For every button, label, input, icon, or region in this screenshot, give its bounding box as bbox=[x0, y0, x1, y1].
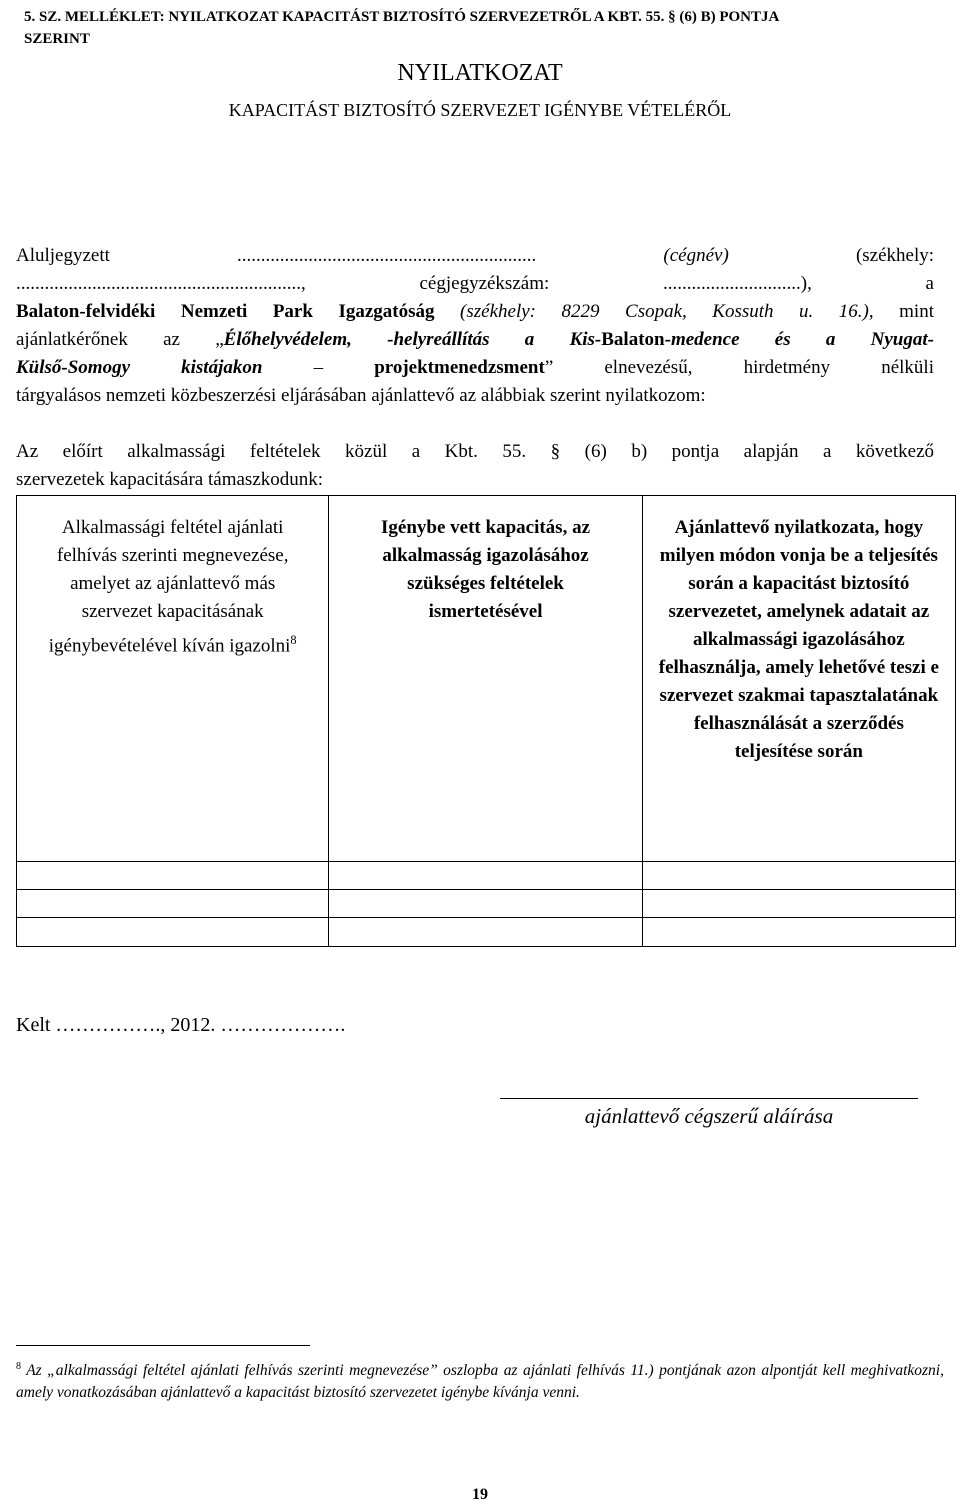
table-cell[interactable] bbox=[17, 890, 329, 918]
footnote-text: Az „alkalmassági feltétel ajánlati felhívás szerinti megnevezése” oszlopba az ajánlati felhívás 11.) pontjának azon alpontját kell meghivatkozni, amely vonatkozásában ajánlattevő a kapacitást biztosító szervezetet igénybe kívánja venni. bbox=[16, 1362, 944, 1402]
annex-heading bbox=[24, 6, 944, 50]
table-cell[interactable] bbox=[329, 918, 642, 947]
footnote bbox=[16, 1356, 944, 1404]
table-cell[interactable] bbox=[329, 890, 642, 918]
document-subtitle: KAPACITÁST BIZTOSÍTÓ SZERVEZET IGÉNYBE VÉTELÉRŐL bbox=[228, 100, 732, 120]
table-header-row bbox=[17, 496, 956, 862]
table-cell[interactable] bbox=[642, 862, 955, 890]
intro-line-4: ajánlatkérőnek az „Élőhelyvédelem, -helyreállítás a Kis-Balaton-medence és a Nyugat- bbox=[16, 329, 934, 350]
table-row bbox=[17, 890, 956, 918]
signature-line bbox=[500, 1098, 918, 1099]
intro-line-3: Balaton-felvidéki Nemzeti Park Igazgatóság (székhely: 8229 Csopak, Kossuth u. 16.), mint bbox=[16, 301, 934, 322]
signature-caption: ajánlattevő cégszerű aláírása bbox=[584, 1104, 834, 1128]
intro-line-6: tárgyalásos nemzeti közbeszerzési eljárásában ajánlattevő az alábbiak szerint nyilatkozom: bbox=[16, 385, 706, 406]
intro-line-2: ............................................................, cégjegyzékszám: .............................), a bbox=[16, 273, 934, 294]
capacity-line-1: Az előírt alkalmassági feltételek közül a Kbt. 55. § (6) b) pontja alapján a következő bbox=[16, 441, 934, 462]
intro-paragraph bbox=[16, 242, 934, 410]
capacity-paragraph bbox=[16, 438, 934, 494]
table-cell[interactable] bbox=[329, 862, 642, 890]
intro-line-1: Aluljegyzett ............................................................... (cégnév) (székhely: bbox=[16, 245, 935, 266]
capacity-line-2: szervezetek kapacitására támaszkodunk: bbox=[16, 469, 324, 490]
table-cell[interactable] bbox=[17, 862, 329, 890]
table-cell[interactable] bbox=[642, 918, 955, 947]
page-number: 19 bbox=[472, 1486, 488, 1503]
table-row bbox=[17, 862, 956, 890]
table-cell[interactable] bbox=[17, 918, 329, 947]
capacity-table bbox=[16, 495, 956, 947]
col2-header: Igénybe vett kapacitás, az alkalmasság igazolásához szükséges feltételek ismertetésével bbox=[329, 496, 642, 862]
table-cell[interactable] bbox=[642, 890, 955, 918]
date-line: Kelt ……………., 2012. ………………. bbox=[16, 1014, 346, 1036]
footnote-number: 8 bbox=[16, 1361, 22, 1372]
annex-heading-line2: SZERINT bbox=[24, 31, 90, 47]
document-title: NYILATKOZAT bbox=[397, 60, 563, 86]
annex-heading-line1: 5. SZ. MELLÉKLET: NYILATKOZAT KAPACITÁST BIZTOSÍTÓ SZERVEZETRŐL A KBT. 55. § (6) B) PONTJA bbox=[24, 9, 780, 25]
col3-header: Ajánlattevő nyilatkozata, hogy milyen módon vonja be a teljesítés során a kapacitást biztosító szervezetet, amelynek adatait az alkalmassági igazolásához felhasználja, amely lehetővé teszi e szervezet szakmai tapasztalatának felhasználását a szerződés teljesítése során bbox=[642, 496, 955, 862]
intro-line-5: Külső-Somogy kistájakon – projektmenedzsment” elnevezésű, hirdetmény nélküli bbox=[16, 357, 934, 378]
footnote-ref[interactable]: 8 bbox=[290, 633, 297, 647]
footnote-separator bbox=[16, 1345, 310, 1346]
col1-header: Alkalmassági feltétel ajánlati felhívás szerinti megnevezése, amelyet az ajánlattevő más szervezet kapacitásának igénybevételével kíván igazolni$^8$ bbox=[17, 496, 329, 862]
table-row bbox=[17, 918, 956, 947]
